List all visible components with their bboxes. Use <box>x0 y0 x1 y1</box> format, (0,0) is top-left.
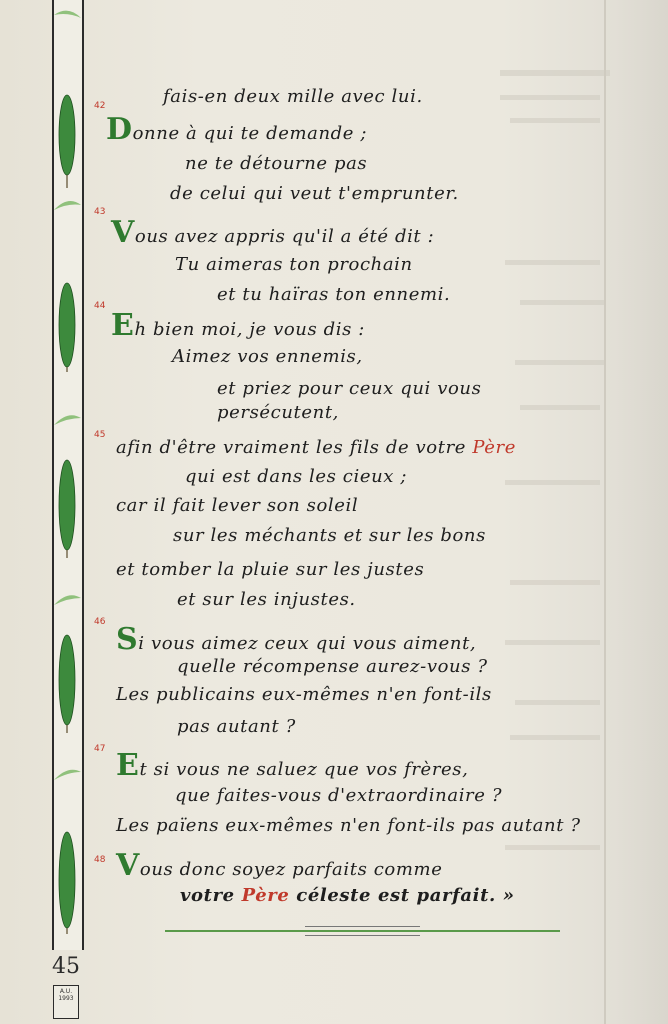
verse-line: sur les méchants et sur les bons <box>173 525 486 546</box>
verse-line: votre Père céleste est parfait. » <box>180 885 515 906</box>
drop-cap: V <box>111 215 135 250</box>
verse-line: que faites-vous d'extraordinaire ? <box>175 785 503 806</box>
drop-cap: E <box>116 748 140 783</box>
verse-line: qui est dans les cieux ; <box>185 466 408 487</box>
verse-line: Donne à qui te demande ; <box>106 112 368 147</box>
drop-cap: D <box>106 112 133 147</box>
decorative-rule <box>305 935 420 936</box>
verse-number: 44 <box>94 301 106 311</box>
verse-line: Les païens eux-mêmes n'en font-ils pas autant ? <box>116 815 581 836</box>
decorative-rule <box>165 930 560 932</box>
verse-line: quelle récompense aurez-vous ? <box>177 656 488 677</box>
verse-line: Vous donc soyez parfaits comme <box>116 848 443 883</box>
page-number: 45 <box>52 954 80 979</box>
drop-cap: E <box>111 308 135 343</box>
verse-line: ne te détourne pas <box>185 153 368 174</box>
verse-line: pas autant ? <box>177 716 296 737</box>
verse-number: 47 <box>94 744 106 754</box>
drop-cap: S <box>116 622 139 657</box>
verse-line: afin d'être vraiment les fils de votre Père <box>116 437 516 458</box>
verse-line: Vous avez appris qu'il a été dit : <box>111 215 435 250</box>
verse-line: Aimez vos ennemis, <box>172 346 363 367</box>
verse-line: Les publicains eux-mêmes n'en font-ils <box>116 684 492 705</box>
decorative-rule <box>305 926 420 927</box>
verse-line: et tomber la pluie sur les justes <box>116 559 425 580</box>
verse-line: Eh bien moi, je vous dis : <box>111 308 365 343</box>
drop-cap: V <box>116 848 140 883</box>
verse-line: Tu aimeras ton prochain <box>175 254 413 275</box>
verse-line: de celui qui veut t'emprunter. <box>170 183 459 204</box>
verse-line: et tu haïras ton ennemi. <box>217 284 451 305</box>
verse-number: 46 <box>94 617 106 627</box>
verse-line: Si vous aimez ceux qui vous aiment, <box>116 622 477 657</box>
verse-line: Et si vous ne saluez que vos frères, <box>116 748 469 783</box>
verse-line: persécutent, <box>217 402 339 423</box>
verse-line: fais-en deux mille avec lui. <box>163 86 423 107</box>
verse-line: et priez pour ceux qui vous <box>217 378 482 399</box>
stamp-logo: A.U. 1993 <box>53 985 79 1019</box>
verse-line: car il fait lever son soleil <box>116 495 359 516</box>
verse-number: 43 <box>94 207 106 217</box>
verse-number: 45 <box>94 430 106 440</box>
verse-number: 42 <box>94 101 106 111</box>
verse-line: et sur les injustes. <box>177 589 356 610</box>
verse-number: 48 <box>94 855 106 865</box>
